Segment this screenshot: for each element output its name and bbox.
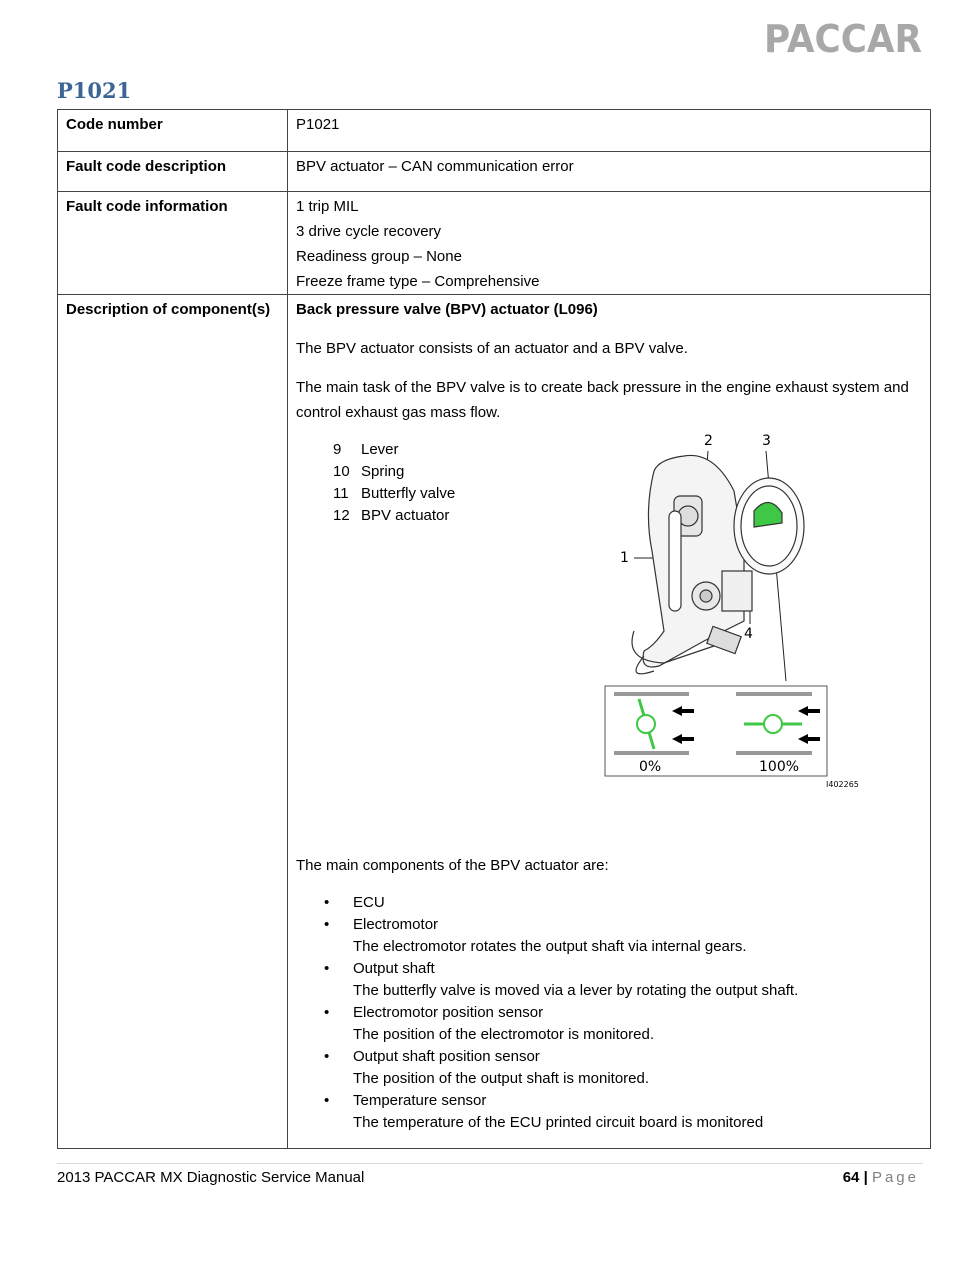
- part-number: 9: [333, 441, 342, 458]
- callout-label: 4: [744, 626, 753, 642]
- info-line: 1 trip MIL: [296, 198, 359, 215]
- page-separator: |: [863, 1169, 868, 1186]
- list-item: [324, 892, 922, 914]
- fault-code-table: [57, 109, 931, 1149]
- bullet-title: • ECU: [353, 894, 385, 911]
- footer-divider: [57, 1163, 923, 1164]
- callout-label: 1: [620, 550, 629, 566]
- bullet-title: • Temperature sensor: [353, 1092, 487, 1109]
- inset-label-closed: 0%: [639, 759, 662, 775]
- bullet-desc: The position of the output shaft is monitored.: [353, 1070, 650, 1087]
- info-line: 3 drive cycle recovery: [296, 223, 442, 240]
- row-value: BPV actuator – CAN communication error: [288, 152, 931, 192]
- part-number: 10: [333, 463, 350, 480]
- table-row-code-number: [58, 110, 931, 152]
- info-line: Freeze frame type – Comprehensive: [296, 273, 540, 290]
- row-value: [288, 192, 931, 295]
- footer-manual-title: 2013 PACCAR MX Diagnostic Service Manual: [57, 1169, 365, 1186]
- bullet-title: • Output shaft position sensor: [353, 1048, 540, 1065]
- part-name: BPV actuator: [361, 507, 450, 524]
- bullet-title: • Electromotor: [353, 916, 439, 933]
- list-item: [324, 914, 922, 958]
- component-paragraph: The main task of the BPV valve is to create back pressure in the engine exhaust system and control exhaust gas mass flow.: [296, 379, 909, 421]
- components-intro: The main components of the BPV actuator are:: [296, 857, 609, 874]
- row-value: P1021: [288, 110, 931, 152]
- bpv-actuator-figure: [604, 431, 864, 801]
- table-row-fault-information: [58, 192, 931, 295]
- callout-label: 3: [762, 433, 771, 449]
- valve-position-inset: [605, 686, 827, 776]
- bullet-title: • Output shaft: [353, 960, 435, 977]
- page-title: P1021: [57, 78, 132, 103]
- part-name: Spring: [361, 463, 405, 480]
- footer-page-info: [843, 1169, 919, 1186]
- components-list: [324, 892, 922, 1134]
- list-item: [324, 1090, 922, 1134]
- part-number: 11: [333, 485, 349, 502]
- inset-label-open: 100%: [759, 759, 800, 775]
- info-line: Readiness group – None: [296, 248, 462, 265]
- logo-text: PACCAR: [764, 18, 922, 56]
- list-item: [324, 958, 922, 1002]
- list-item: [324, 1046, 922, 1090]
- bullet-title: • Electromotor position sensor: [353, 1004, 544, 1021]
- paccar-logo: [764, 18, 924, 56]
- table-row-component-description: [58, 295, 931, 1149]
- row-label: Fault code description: [58, 152, 288, 192]
- component-paragraph: The BPV actuator consists of an actuator and a BPV valve.: [296, 340, 688, 357]
- component-title: Back pressure valve (BPV) actuator (L096): [296, 301, 598, 318]
- part-number: 12: [333, 507, 350, 524]
- row-value: [288, 295, 931, 1149]
- callout-label: 2: [704, 433, 713, 449]
- bullet-desc: The electromotor rotates the output shaft via internal gears.: [353, 938, 747, 955]
- page-number: 64: [842, 1169, 860, 1186]
- row-label: Fault code information: [58, 192, 288, 295]
- figure-reference: I402265: [826, 780, 859, 789]
- list-item: [324, 1002, 922, 1046]
- row-label: Code number: [58, 110, 288, 152]
- actuator-drawing: [632, 455, 804, 673]
- bullet-desc: The butterfly valve is moved via a lever by rotating the output shaft.: [353, 982, 799, 999]
- figure-area: [296, 433, 922, 839]
- bullet-desc: The position of the electromotor is monitored.: [353, 1026, 654, 1043]
- row-label: Description of component(s): [58, 295, 288, 1149]
- bullet-desc: The temperature of the ECU printed circuit board is monitored: [353, 1114, 764, 1131]
- page-word: Page: [871, 1169, 919, 1186]
- part-name: Butterfly valve: [361, 485, 456, 502]
- table-row-fault-description: [58, 152, 931, 192]
- part-name: Lever: [361, 441, 399, 458]
